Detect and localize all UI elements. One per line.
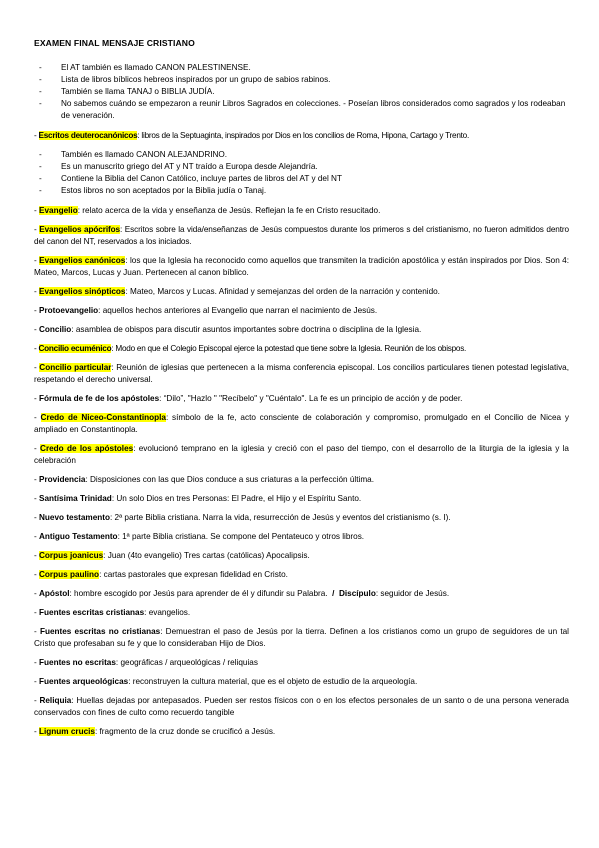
- entry-term: Credo de los apóstoles: [40, 444, 134, 453]
- entry-antiguo-testamento: [34, 531, 569, 543]
- entry-prefix: -: [34, 494, 40, 503]
- entry-term: Evangelios canónicos: [39, 256, 126, 265]
- entry-term: Reliquia: [39, 696, 72, 705]
- entry-term: Lignum crucis: [39, 727, 95, 736]
- entry-concilio: [34, 324, 569, 336]
- canon-palestinense-list: [34, 62, 569, 122]
- entry-term: Corpus joanicus: [39, 551, 104, 560]
- entry-prefix: -: [34, 677, 40, 686]
- entry-term: Fórmula de fe de los apóstoles: [39, 394, 160, 403]
- entry-text: : “Dilo”, "Hazlo " "Recíbelo" y "Cuéntalo". La fe es un principio de acción y de poder.: [159, 394, 463, 403]
- entry-prefix: -: [34, 225, 40, 234]
- entry-text: : Modo en que el Colegio Episcopal ejerce la potestad que tiene sobre la Iglesia. Reunión de los obispos.: [111, 344, 467, 353]
- entry-text: : Disposiciones con las que Dios conduce a sus criaturas a la perfección última.: [85, 475, 374, 484]
- entry-fuentes-no-escritas: [34, 657, 569, 669]
- list-item: - No sabemos cuándo se empezaron a reunir Libros Sagrados en colecciones. - Poseían libros considerados como sagrados y los rodeaban de veneración.: [34, 98, 569, 122]
- entry-santisima-trinidad: [34, 493, 569, 505]
- entry-text: : reconstruyen la cultura material, que es el objeto de estudio de la arqueología.: [128, 677, 418, 686]
- entry-text: : Reunión de iglesias que pertenecen a la misma conferencia episcopal. Los concilios particulares tienen potestad legislativa, respetando el derecho universal.: [34, 363, 569, 384]
- entry-concilio-particular: [34, 362, 569, 386]
- entry-prefix: -: [34, 363, 40, 372]
- entry-text: : asamblea de obispos para discutir asuntos importantes sobre doctrina o disciplina de la Iglesia.: [71, 325, 422, 334]
- entry-text: : símbolo de la fe, acto consciente de colaboración y compromiso, promulgado en el Concilio de Nicea y ampliado en Constantinopla.: [34, 413, 569, 434]
- entry-term: Evangelios apócrifos: [39, 225, 121, 234]
- entry-prefix: -: [34, 627, 40, 636]
- list-item: - Contiene la Biblia del Canon Católico, incluye partes de libros del AT y del NT: [34, 173, 569, 185]
- entry-prefix: -: [34, 413, 41, 422]
- canon-alejandrino-list: [34, 149, 569, 197]
- entry-prefix: -: [34, 256, 40, 265]
- entry-fuentes-escritas-no-cristianas: [34, 626, 569, 650]
- entry-prefix: -: [34, 344, 39, 353]
- entry-credo-niceo: [34, 412, 569, 436]
- entry-term: Nuevo testamento: [39, 513, 110, 522]
- entry-term: Concilio ecuménico: [38, 344, 112, 353]
- entry-prefix: -: [34, 475, 40, 484]
- entry-term: Santísima Trinidad: [39, 494, 112, 503]
- entry-term: Fuentes arqueológicas: [39, 677, 129, 686]
- entry-text: : aquellos hechos anteriores al Evangelio que narran el nacimiento de Jesús.: [98, 306, 378, 315]
- entry-term: Concilio particular: [39, 363, 112, 372]
- entry-nuevo-testamento: [34, 512, 569, 524]
- list-item: - También se llama TANAJ o BIBLIA JUDÍA.: [34, 86, 569, 98]
- entry-prefix: -: [34, 570, 40, 579]
- entry-term: Fuentes no escritas: [39, 658, 116, 667]
- entry-text: : fragmento de la cruz donde se crucificó a Jesús.: [94, 727, 276, 736]
- entry-text: : los que la Iglesia ha reconocido como aquellos que transmiten la tradición apostólica y están inspirados por Dios. Son 4: Mateo, Marcos, Lucas y Juan. Pertenecen al canon bíblico.: [34, 256, 569, 277]
- list-item: - El AT también es llamado CANON PALESTINENSE.: [34, 62, 569, 74]
- entry-prefix: -: [34, 394, 40, 403]
- entry-text: : relato acerca de la vida y enseñanza de Jesús. Reflejan la fe en Cristo resucitado.: [77, 206, 381, 215]
- entry-prefix: -: [34, 696, 40, 705]
- entry-term: Protoevangelio: [39, 306, 99, 315]
- entry-term: Credo de Niceo-Constantinopla: [40, 413, 166, 422]
- entry-text: : evangelios.: [144, 608, 191, 617]
- entry-text: : Huellas dejadas por antepasados. Pueden ser restos físicos con o en los efectos personales de un santo o de una persona venerada conservados con fines de culto como recuerdo tangible: [34, 696, 569, 717]
- entry-text: : seguidor de Jesús.: [375, 589, 450, 598]
- entry-text: : Mateo, Marcos y Lucas. Afinidad y semejanzas del orden de la narración y contenido.: [125, 287, 440, 296]
- entry-prefix: -: [34, 513, 40, 522]
- entry-term: Fuentes escritas no cristianas: [39, 627, 161, 636]
- entry-fuentes-escritas-cristianas: [34, 607, 569, 619]
- entry-term: Fuentes escritas cristianas: [39, 608, 145, 617]
- list-item: - Lista de libros bíblicos hebreos inspirados por un grupo de sabios rabinos.: [34, 74, 569, 86]
- entry-term: Concilio: [39, 325, 72, 334]
- entry-providencia: [34, 474, 569, 486]
- entry-text: : evolucionó temprano en la iglesia y creció con el paso del tiempo, con el desarrollo de la liturgia de la iglesia y la celebración: [34, 444, 569, 465]
- list-item: - Estos libros no son aceptados por la Biblia judía o Tanaj.: [34, 185, 569, 197]
- entry-prefix: -: [34, 444, 41, 453]
- glossary-entries: [34, 205, 569, 738]
- entry-corpus-joanicus: [34, 550, 569, 562]
- entry-evangelios-apocrifos: [34, 224, 569, 248]
- entry-text: : Juan (4to evangelio) Tres cartas (católicas) Apocalipsis.: [103, 551, 310, 560]
- entry-evangelios-canonicos: [34, 255, 569, 279]
- document-title: EXAMEN FINAL MENSAJE CRISTIANO: [34, 38, 195, 48]
- entry-term: Providencia: [39, 475, 86, 484]
- entry-prefix: -: [34, 608, 40, 617]
- entry-prefix: -: [34, 551, 40, 560]
- entry-deuterocanonicos: [34, 130, 569, 142]
- entry-evangelio: [34, 205, 569, 217]
- entry-credo-apostoles: [34, 443, 569, 467]
- entry-prefix: -: [34, 287, 40, 296]
- entry-term: Antiguo Testamento: [39, 532, 118, 541]
- entry-prefix: -: [34, 589, 40, 598]
- entry-text: : cartas pastorales que expresan fidelidad en Cristo.: [99, 570, 288, 579]
- entry-fuentes-arqueologicas: [34, 676, 569, 688]
- list-item: - Es un manuscrito griego del AT y NT traído a Europa desde Alejandría.: [34, 161, 569, 173]
- entry-text: : hombre escogido por Jesús para aprender de él y difundir su Palabra.: [69, 589, 328, 598]
- entry-formula-de-fe: [34, 393, 569, 405]
- entry-evangelios-sinopticos: [34, 286, 569, 298]
- list-item: - También es llamado CANON ALEJANDRINO.: [34, 149, 569, 161]
- entry-prefix: -: [34, 306, 40, 315]
- entry-corpus-paulino: [34, 569, 569, 581]
- entry-prefix: -: [34, 727, 40, 736]
- entry-term: Escritos deuterocanónicos: [38, 131, 138, 140]
- entry-protoevangelio: [34, 305, 569, 317]
- entry-text: : geográficas / arqueológicas / reliquias: [115, 658, 258, 667]
- entry-prefix: -: [34, 532, 40, 541]
- entry-term: Apóstol: [39, 589, 70, 598]
- entry-separator: /: [332, 589, 335, 598]
- entry-text: : 1ª parte Biblia cristiana. Se compone del Pentateuco y otros libros.: [117, 532, 365, 541]
- entry-prefix: -: [34, 206, 40, 215]
- entry-term: Corpus paulino: [39, 570, 100, 579]
- entry-reliquia: [34, 695, 569, 719]
- entry-prefix: -: [34, 658, 40, 667]
- entry-text: : Un solo Dios en tres Personas: El Padre, el Hijo y el Espíritu Santo.: [111, 494, 362, 503]
- entry-prefix: -: [34, 131, 39, 140]
- entry-apostol: [34, 588, 569, 600]
- entry-prefix: -: [34, 325, 40, 334]
- entry-term: Discípulo: [338, 589, 376, 598]
- entry-term: Evangelio: [39, 206, 78, 215]
- entry-lignum-crucis: [34, 726, 569, 738]
- entry-text: : Demuestran el paso de Jesús por la tierra. Definen a los cristianos como un grupo de seguidores de un tal Cristo que profesaban su fe y que lo consideraban Hijo de Dios.: [34, 627, 569, 648]
- entry-concilio-ecumenico: [34, 343, 569, 355]
- entry-text: : libros de la Septuaginta, inspirados por Dios en los concilios de Roma, Hipona, Cartago y Trento.: [137, 131, 469, 140]
- entry-term: Evangelios sinópticos: [39, 287, 126, 296]
- entry-text: : 2ª parte Biblia cristiana. Narra la vida, resurrección de Jesús y eventos del cristianismo (s. I).: [110, 513, 451, 522]
- entry-text: : Escritos sobre la vida/enseñanzas de Jesús compuestos durante los primeros s del cristianismo, no fueron admitidos dentro del canon del NT, reservados a los iniciados.: [34, 225, 569, 246]
